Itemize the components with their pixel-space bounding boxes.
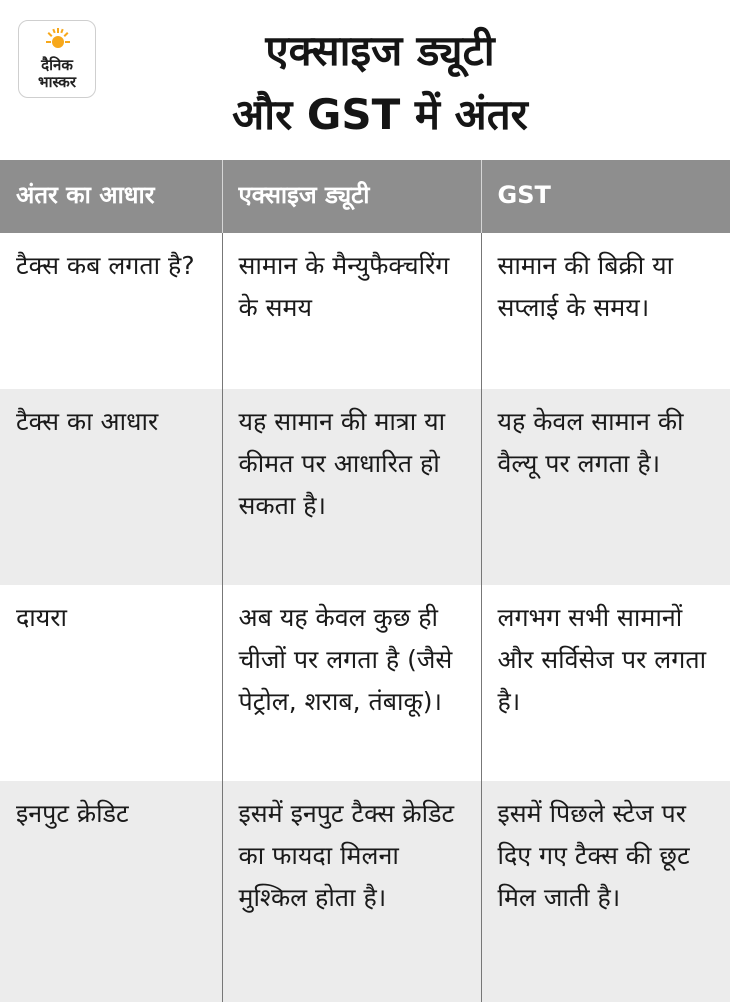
cell-basis: टैक्स का आधार [16, 407, 159, 436]
column-header-gst: GST [481, 160, 730, 233]
dainik-bhaskar-logo[interactable] [18, 20, 96, 98]
comparison-table [0, 160, 730, 1002]
table-row [0, 233, 730, 389]
cell-gst: यह केवल सामान की वैल्यू पर लगता है। [481, 389, 730, 585]
sun-icon [45, 27, 71, 55]
cell-gst: सामान की बिक्री या सप्लाई के समय। [481, 233, 730, 389]
cell-excise: अब यह केवल कुछ ही चीजों पर लगता है (जैसे पेट्रोल, शराब, तंबाकू)। [222, 585, 481, 781]
page-title-line2: और GST में अंतर [232, 90, 528, 139]
cell-basis: इनपुट क्रेडिट [16, 799, 129, 828]
cell-gst: इसमें पिछले स्टेज पर दिए गए टैक्स की छूट मिल जाती है। [481, 781, 730, 1002]
table-row [0, 389, 730, 585]
logo-text-line1: दैनिक [41, 56, 73, 74]
page-title-line1: एक्साइज ड्यूटी [265, 26, 495, 75]
cell-excise: यह सामान की मात्रा या कीमत पर आधारित हो सकता है। [222, 389, 481, 585]
cell-gst: लगभग सभी सामानों और सर्विसेज पर लगता है। [481, 585, 730, 781]
table-row [0, 585, 730, 781]
cell-basis: टैक्स कब लगता है? [16, 251, 195, 280]
column-header-basis: अंतर का आधार [16, 181, 155, 209]
header [0, 0, 730, 160]
cell-excise: सामान के मैन्युफैक्चरिंग के समय [222, 233, 481, 389]
column-header-excise-duty: एक्साइज ड्यूटी [222, 160, 481, 233]
table-header-row [0, 160, 730, 233]
table-row [0, 781, 730, 1002]
cell-excise: इसमें इनपुट टैक्स क्रेडिट का फायदा मिलना मुश्किल होता है। [222, 781, 481, 1002]
cell-basis: दायरा [16, 603, 67, 632]
logo-text-line2: भास्कर [38, 73, 76, 91]
